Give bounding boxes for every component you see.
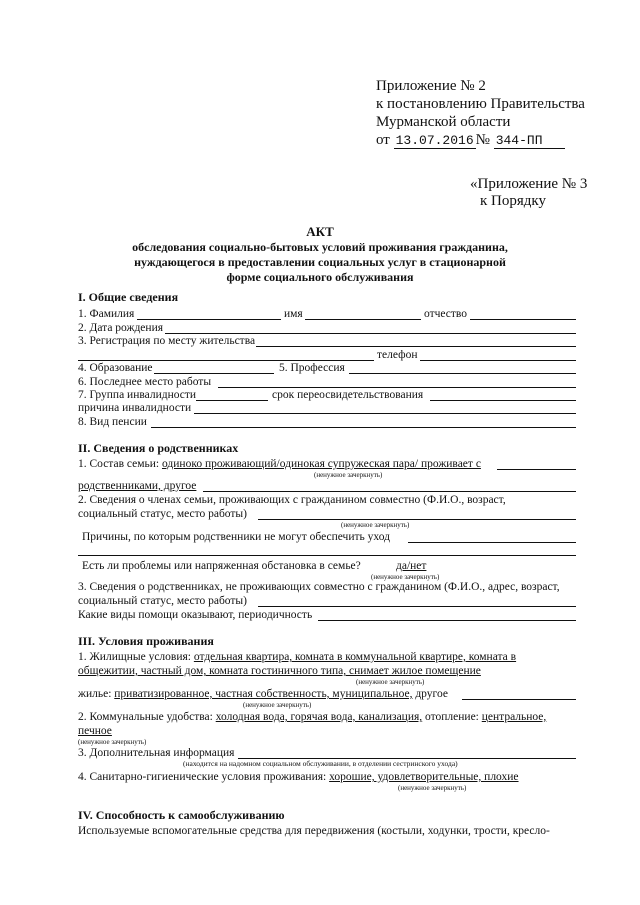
number-value: 344-ПП bbox=[494, 133, 565, 149]
field-recert-label: срок переосвидетельствования bbox=[272, 389, 424, 401]
number-prefix: № bbox=[475, 132, 490, 148]
appendix-line-2: к Порядку bbox=[480, 193, 546, 209]
field-phone-line[interactable] bbox=[420, 360, 576, 361]
sanitary-line bbox=[78, 770, 519, 784]
assistive-devices-text: Используемые вспомогательные средства для передвижения (костыли, ходунки, трости, кресло- bbox=[78, 825, 550, 837]
care-reasons-label: Причины, по которым родственники не могут обеспечить уход bbox=[82, 531, 390, 543]
appendix-line-1: «Приложение № 3 bbox=[470, 176, 588, 192]
heating-stove[interactable]: печное bbox=[78, 725, 112, 737]
care-reasons-line[interactable] bbox=[408, 542, 576, 543]
cohabiting-line[interactable] bbox=[258, 519, 576, 520]
help-label: Какие виды помощи оказывают, периодичность bbox=[78, 609, 313, 621]
utilities-line bbox=[78, 710, 546, 724]
section-1-heading: I. Общие сведения bbox=[78, 290, 179, 304]
field-name-label: имя bbox=[284, 308, 303, 320]
field-last-work-label: 6. Последнее место работы bbox=[78, 376, 212, 388]
field-patronymic-label: отчество bbox=[424, 308, 468, 320]
family-options[interactable]: одиноко проживающий/одинокая супружеская пара/ проживает с bbox=[161, 458, 481, 470]
field-profession-label: 5. Профессия bbox=[279, 362, 345, 374]
field-pension-line[interactable] bbox=[151, 427, 576, 428]
date-prefix: от bbox=[376, 132, 390, 148]
additional-info-note: (находится на надомном социальном обслуживании, в отделении сестринского ухода) bbox=[183, 759, 458, 768]
cohabiting-note: (ненужное зачеркнуть) bbox=[341, 521, 410, 529]
field-disability-reason-label: причина инвалидности bbox=[78, 402, 192, 414]
section-3-heading: III. Условия проживания bbox=[78, 634, 214, 648]
cohabiting-label-1: 2. Сведения о членах семьи, проживающих с гражданином совместно (Ф.И.О., возраст, bbox=[78, 494, 506, 506]
utilities-note: (ненужное зачеркнуть) bbox=[78, 738, 147, 746]
family-composition-line bbox=[78, 457, 481, 471]
family-prefix: 1. Состав семьи: bbox=[78, 458, 160, 470]
housing-prefix: 1. Жилищные условия: bbox=[78, 651, 191, 663]
help-line[interactable] bbox=[318, 620, 576, 621]
utilities-prefix: 2. Коммунальные удобства: bbox=[78, 711, 213, 723]
field-registration-label: 3. Регистрация по месту жительства bbox=[78, 335, 256, 347]
header-line-2: к постановлению Правительства bbox=[376, 96, 585, 112]
ownership-other-line[interactable] bbox=[462, 699, 576, 700]
field-education-line[interactable] bbox=[154, 373, 274, 374]
sanitary-options[interactable]: хорошие, удовлетворительные, плохие bbox=[329, 771, 519, 783]
utilities-options[interactable]: холодная вода, горячая вода, канализация, bbox=[215, 711, 423, 723]
family-problems-yesno[interactable]: да/нет bbox=[396, 560, 427, 572]
field-phone-label: телефон bbox=[377, 349, 418, 361]
ownership-line bbox=[78, 687, 448, 701]
field-registration-line[interactable] bbox=[256, 346, 576, 347]
housing-line-1 bbox=[78, 650, 516, 664]
date-value: 13.07.2016 bbox=[395, 133, 474, 148]
act-subtitle-3: форме социального обслуживания bbox=[226, 270, 414, 284]
cohabiting-label-2: социальный статус, место работы) bbox=[78, 508, 247, 520]
header-line-1: Приложение № 2 bbox=[376, 78, 486, 94]
field-profession-line[interactable] bbox=[349, 373, 576, 374]
family-relatives-line[interactable] bbox=[203, 491, 576, 492]
field-surname-line[interactable] bbox=[137, 319, 281, 320]
additional-info-label: 3. Дополнительная информация bbox=[78, 747, 235, 759]
housing-options-1[interactable]: отдельная квартира, комната в коммунальной квартире, комната в bbox=[193, 651, 517, 663]
housing-options-2[interactable]: общежитии, частный дом, комната гостиничного типа, снимает жилое помещение bbox=[78, 665, 481, 677]
field-patronymic-line[interactable] bbox=[470, 319, 576, 320]
header-date-line bbox=[376, 130, 565, 151]
field-name-line[interactable] bbox=[305, 319, 421, 320]
ownership-options[interactable]: приватизированное, частная собственность, муниципальное, bbox=[114, 688, 413, 700]
act-subtitle-1: обследования социально-бытовых условий проживания гражданина, bbox=[132, 240, 508, 254]
family-line[interactable] bbox=[497, 469, 576, 470]
care-reasons-line-2[interactable] bbox=[78, 555, 576, 556]
section-2-heading: II. Сведения о родственниках bbox=[78, 441, 239, 455]
heating-central[interactable]: центральное, bbox=[481, 711, 547, 723]
ownership-other: другое bbox=[415, 688, 448, 700]
non-cohabiting-line[interactable] bbox=[258, 606, 576, 607]
field-disability-group-line[interactable] bbox=[196, 400, 268, 401]
family-note: (ненужное зачеркнуть) bbox=[314, 471, 383, 479]
section-4-heading: IV. Способность к самообслуживанию bbox=[78, 808, 285, 822]
non-cohabiting-label-1: 3. Сведения о родственниках, не проживающих совместно с гражданином (Ф.И.О., адрес, возраст, bbox=[78, 581, 560, 593]
act-title: АКТ bbox=[306, 224, 334, 239]
act-subtitle-2: нуждающегося в предоставлении социальных услуг в стационарной bbox=[134, 255, 506, 269]
family-problems-note: (ненужное зачеркнуть) bbox=[371, 573, 440, 581]
field-recert-line[interactable] bbox=[430, 400, 576, 401]
field-surname-label: 1. Фамилия bbox=[78, 308, 135, 320]
field-disability-group-label: 7. Группа инвалидности bbox=[78, 389, 197, 401]
ownership-prefix: жилье: bbox=[78, 688, 112, 700]
field-disability-reason-line[interactable] bbox=[194, 413, 576, 414]
sanitary-note: (ненужное зачеркнуть) bbox=[398, 784, 467, 792]
family-problems-label: Есть ли проблемы или напряженная обстановка в семье? bbox=[82, 560, 361, 572]
field-pension-label: 8. Вид пенсии bbox=[78, 416, 147, 428]
heating-label: отопление: bbox=[425, 711, 479, 723]
sanitary-prefix: 4. Санитарно-гигиенические условия проживания: bbox=[78, 771, 327, 783]
non-cohabiting-label-2: социальный статус, место работы) bbox=[78, 595, 247, 607]
field-education-label: 4. Образование bbox=[78, 362, 153, 374]
header-line-3: Мурманской области bbox=[376, 114, 511, 130]
field-birthdate-label: 2. Дата рождения bbox=[78, 322, 164, 334]
family-relatives-option[interactable]: родственниками, другое bbox=[78, 480, 197, 492]
housing-note: (ненужное зачеркнуть) bbox=[356, 678, 425, 686]
ownership-note: (ненужное зачеркнуть) bbox=[243, 701, 312, 709]
